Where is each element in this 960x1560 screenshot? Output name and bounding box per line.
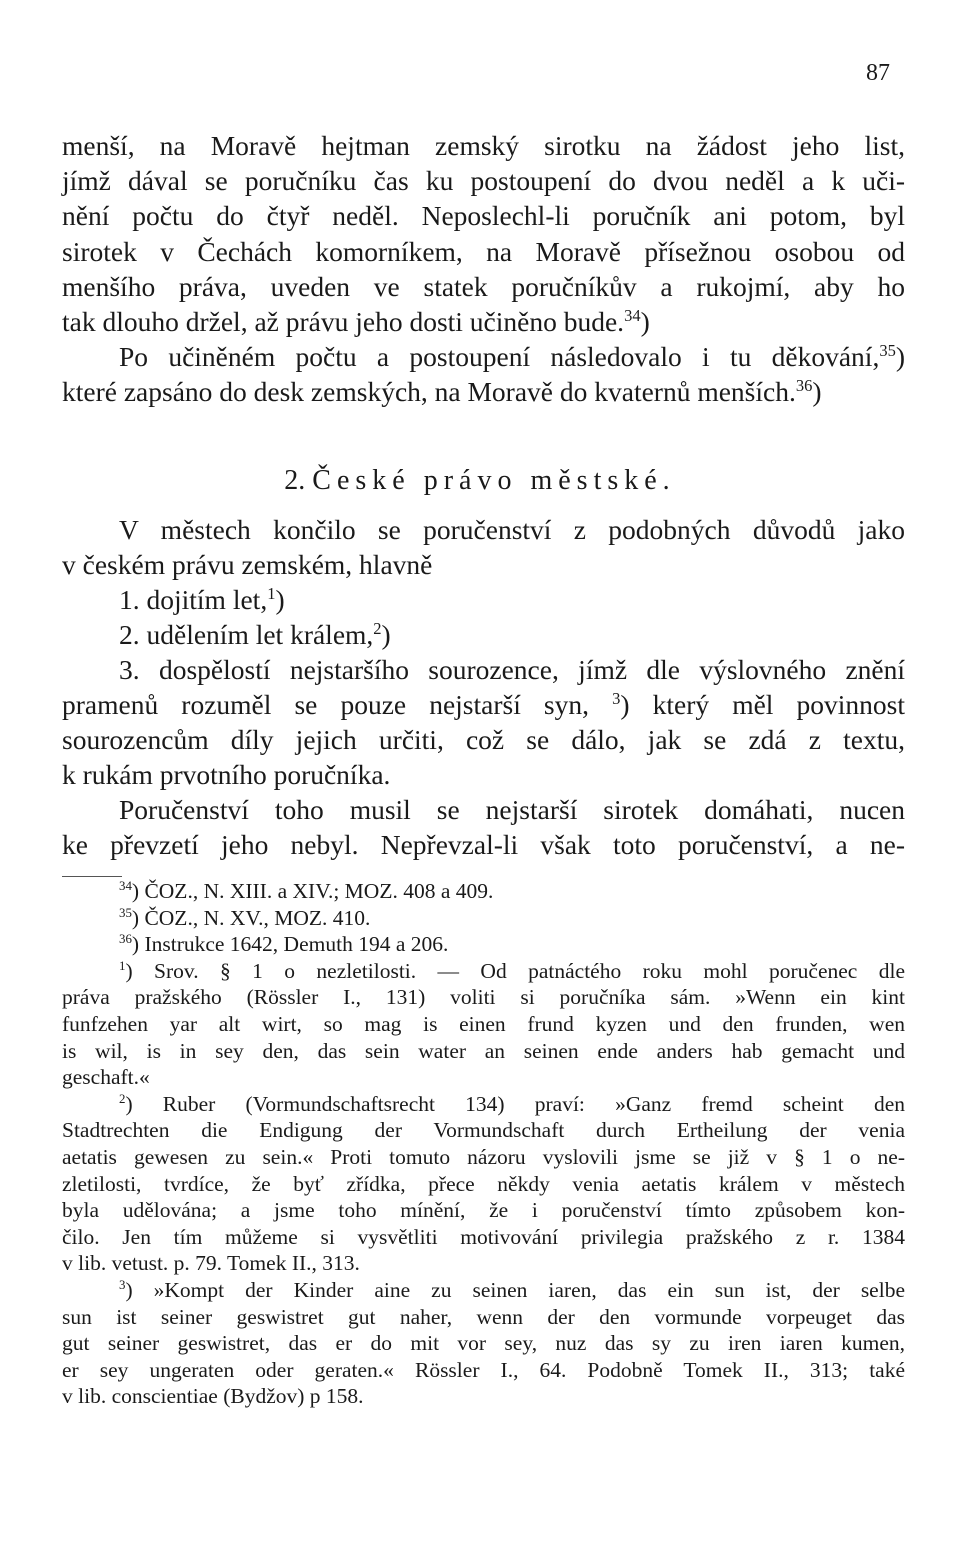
footnote-line: čilo. Jen tím můžeme si vysvětliti motivování privilegia pražského z r. 1384 — [62, 1224, 905, 1249]
footnote-line: funfzehen yar alt wirt, so mag is einen frund kyzen und den frunden, wen — [62, 1011, 905, 1036]
footnote-line: v lib. conscientiae (Bydžov) p 158. — [62, 1384, 364, 1409]
footnote-marker: 2 — [119, 1091, 126, 1106]
footnote-line: práva pražského (Rössler I., 131) voliti si poručníka sám. »Wenn ein kint — [62, 985, 905, 1010]
text-line: nění počtu do čtyř neděl. Neposlechl-li poručník ani potom, byl — [62, 200, 905, 232]
text-line: sourozencům díly jejich určiti, což se dálo, jak se zdá z textu, — [62, 724, 905, 755]
text-line: 3. dospělostí nejstaršího sourozence, jímž dle výslovného znění — [119, 654, 905, 685]
text-fragment: pramenů rozuměl se pouze nejstarší syn, — [62, 689, 590, 720]
footnote-ref: 1 — [267, 583, 276, 603]
text-line: jímž dával se poručníku čas ku postoupení do dvou neděl a k uči- — [62, 165, 905, 197]
footnote-line: v lib. vetust. p. 79. Tomek II., 313. — [62, 1251, 360, 1276]
footnote-text: Instrukce 1642, Demuth 194 a 206. — [144, 932, 449, 957]
footnote-text: ČOZ., N. XIII. a XIV.; MOZ. 408 a 409. — [144, 879, 494, 903]
footnote-line: geschaft.« — [62, 1065, 150, 1090]
footnote-line: sun ist seiner geswistret gut naher, wenn der den vormunde vorpeuget das — [62, 1304, 905, 1329]
footnote-ref: 34 — [624, 305, 641, 325]
text-line: tak dlouho držel, až právu jeho dosti učiněno bude.$^{34}$) — [62, 305, 650, 338]
text-fragment: tak dlouho držel, až právu jeho dosti učiněno bude. — [62, 306, 625, 338]
footnote-text: Srov. § 1 o nezletilosti. — Od patnáctého roku mohl poručenec dle — [154, 958, 905, 983]
footnotes — [62, 878, 905, 1410]
footnote-line: gut seiner geswistret, das er do mit vor sey, nuz das sy zu iren iaren kumen, — [62, 1331, 905, 1356]
footnote-ref: 2 — [373, 618, 382, 638]
heading-title: České právo městské. — [312, 465, 676, 496]
footnote-ref: 3 — [612, 688, 621, 708]
footnote-line: er sey ungeraten oder geraten.« Rössler I., 64. Podobně Tomek II., 313; také — [62, 1357, 905, 1382]
text-line: pramenů rozuměl se pouze nejstarší syn, $^3$) který měl povinnost — [62, 688, 905, 720]
footnote: $^2$) Ruber (Vormundschaftsrecht 134) praví: »Ganz fremd scheint den — [119, 1091, 905, 1116]
footnote-line: aetatis gewesen zu sein.« Proti tomuto názoru vyslovili jsme se již v § 1 o ne- — [62, 1144, 905, 1169]
text-fragment: který měl povinnost — [652, 689, 905, 720]
text-line: sirotek v Čechách komorníkem, na Moravě přísežnou osobou od — [62, 235, 905, 267]
footnote-ref: 36 — [795, 376, 813, 396]
footnote-line: byla udělována; a jsme toho mínění, že i poručenství tímto způsobem kon- — [62, 1198, 905, 1223]
footnote-marker: 35 — [119, 905, 132, 920]
footnote: $^1$) Srov. § 1 o nezletilosti. — Od patnáctého roku mohl poručenec dle — [119, 958, 905, 983]
footnote: $^3$) »Kompt der Kinder aine zu seinen iaren, das ein sun ist, der selbe — [119, 1277, 905, 1302]
heading-number: 2. — [284, 465, 306, 496]
footnote-marker: 3 — [119, 1277, 126, 1292]
main-text-section1 — [62, 128, 905, 410]
footnote-text: Ruber (Vormundschaftsrecht 134) praví: »Ganz fremd scheint den — [162, 1091, 905, 1116]
main-text-section2 — [62, 512, 905, 862]
text-line: 2. udělením let králem,$^2$) — [119, 618, 391, 650]
footnote-marker: 34 — [119, 878, 132, 893]
section-heading — [0, 465, 960, 497]
footnote-line: zletilosti, tvrdíce, že byť zřídka, přece někdy venia aetatis králem v městech — [62, 1171, 905, 1196]
footnote-marker: 36 — [119, 932, 132, 947]
page-number: 87 — [866, 60, 890, 86]
footnote-ref: 35 — [879, 341, 896, 361]
footnote-text: »Kompt der Kinder aine zu seinen iaren, das ein sun ist, der selbe — [153, 1277, 905, 1302]
text-line: menší, na Moravě hejtman zemský sirotku na žádost jeho list, — [62, 130, 905, 161]
text-line: v českém právu zemském, hlavně — [62, 549, 433, 580]
footnote: $^{36}$) Instrukce 1642, Demuth 194 a 206. — [119, 932, 449, 957]
text-line: V městech končilo se poručenství z podobných důvodů jako — [119, 514, 905, 545]
footnote-marker: 1 — [119, 958, 126, 973]
text-line: ke převzetí jeho nebyl. Nepřevzal-li však toto poručenství, a ne- — [62, 829, 905, 860]
footnote-text: ČOZ., N. XV., MOZ. 410. — [144, 905, 371, 930]
list-item: 2. udělením let králem, — [119, 619, 374, 650]
text-line: k rukám prvotního poručníka. — [62, 759, 391, 790]
text-fragment: které zapsáno do desk zemských, na Moravě do kvaternů menších. — [62, 376, 796, 408]
text-fragment: Po učiněném počtu a postoupení následovalo i tu děkování, — [119, 341, 880, 373]
footnote-line: Stadtrechten die Endigung der Vormundschaft durch Ertheilung der venia — [62, 1118, 905, 1143]
footnote-separator — [62, 876, 122, 877]
text-line: 1. dojitím let,$^1$) — [119, 583, 285, 615]
footnote: $^{34}$) ČOZ., N. XIII. a XIV.; MOZ. 408 a 409. — [119, 878, 494, 903]
text-line: které zapsáno do desk zemských, na Moravě do kvaternů menších.$^{36}$) — [62, 376, 822, 408]
footnote: $^{35}$) ČOZ., N. XV., MOZ. 410. — [119, 905, 371, 930]
list-item: 1. dojitím let, — [119, 584, 268, 615]
text-line: Poručenství toho musil se nejstarší sirotek domáhati, nucen — [119, 794, 905, 825]
text-line: Po učiněném počtu a postoupení následovalo i tu děkování,$^{35}$) — [119, 341, 905, 373]
text-line: menšího práva, uveden ve statek poručníkův a rukojmí, aby ho — [62, 270, 905, 302]
footnote-line: is wil, is in sey den, das sein water an seinen ende anders hab gemacht und — [62, 1038, 905, 1063]
